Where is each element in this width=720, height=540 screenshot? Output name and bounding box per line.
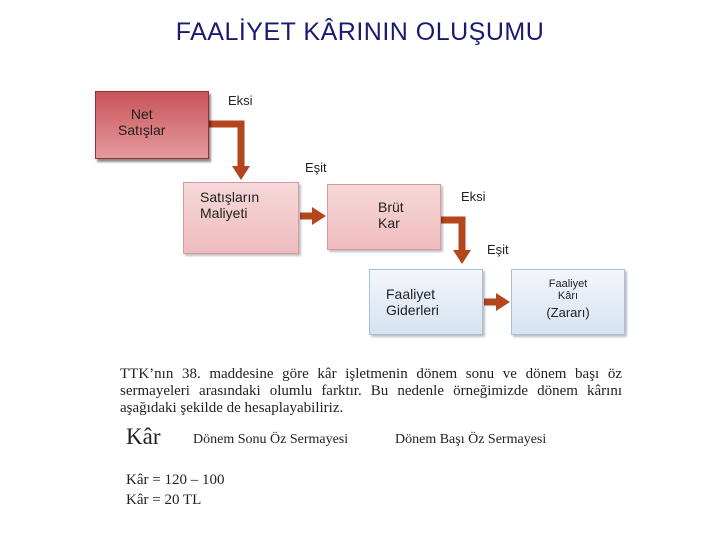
arrow-net-to-maliyet-head bbox=[232, 166, 250, 180]
arrow-net-to-maliyet bbox=[209, 124, 241, 168]
calculation-line-1: Kâr = 120 – 100 bbox=[126, 472, 225, 488]
box-faaliyet-giderleri-text: Faaliyet Giderleri bbox=[386, 286, 439, 318]
formula-symbol: Kâr bbox=[126, 424, 161, 449]
box-satislarin-maliyeti bbox=[183, 182, 299, 254]
page-title: FAALİYET KÂRININ OLUŞUMU bbox=[175, 18, 545, 46]
arrow-maliyet-to-brut-head bbox=[312, 207, 326, 225]
label-esit-1: Eşit bbox=[305, 160, 327, 175]
box-net-satislar bbox=[95, 91, 209, 159]
box-brut-kar-text: Brüt Kar bbox=[378, 199, 404, 231]
formula-term-donem-basi: Dönem Başı Öz Sermayesi bbox=[395, 432, 547, 447]
box-satislarin-maliyeti-text: Satışların Maliyeti bbox=[200, 189, 260, 221]
box-faaliyet-kari bbox=[511, 269, 625, 335]
box-faaliyet-kari-zarari: (Zararı) bbox=[546, 305, 590, 320]
label-eksi-1: Eksi bbox=[228, 93, 253, 108]
box-net-satislar-text: Net Satışlar bbox=[118, 106, 166, 138]
box-faaliyet-giderleri bbox=[369, 269, 483, 335]
box-brut-kar bbox=[327, 184, 441, 250]
formula-term-donem-sonu: Dönem Sonu Öz Sermayesi bbox=[193, 432, 349, 447]
arrow-brut-to-giderler bbox=[441, 220, 462, 252]
arrow-giderler-to-kar-head bbox=[496, 293, 510, 311]
calculation-line-2: Kâr = 20 TL bbox=[126, 492, 202, 508]
explanation-paragraph: TTK’nın 38. maddesine göre kâr işletmenin dönem sonu ve dönem başı öz sermayeleri arasındaki olumlu farktır. Bu nedenle örneğimizde dönem kârını aşağıdaki şekilde de hesaplayabiliriz. bbox=[120, 366, 622, 416]
arrow-brut-to-giderler-head bbox=[453, 250, 471, 264]
box-faaliyet-kari-text: Faaliyet Kârı bbox=[548, 278, 588, 302]
label-esit-2: Eşit bbox=[487, 242, 509, 257]
label-eksi-2: Eksi bbox=[461, 189, 486, 204]
